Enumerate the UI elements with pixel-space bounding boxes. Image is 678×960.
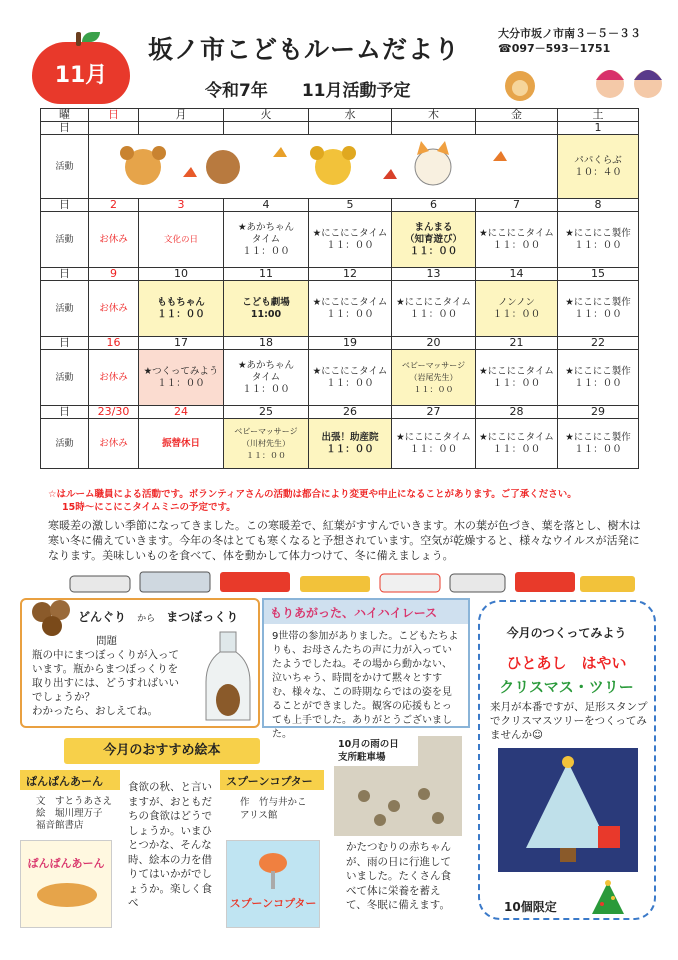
date-cell: 25 [224, 406, 309, 419]
date-cell: 18 [224, 337, 309, 350]
event-cell: まんまる （知育遊び） １１：００ [392, 212, 476, 268]
month-badge: 11月 [32, 42, 130, 104]
date-row [41, 337, 639, 350]
snail-photo [334, 736, 462, 836]
date-cell: 3 [139, 199, 224, 212]
date-cell: 15 [558, 268, 639, 281]
event-cell: ★にこにこタイム １１：００ [309, 281, 392, 337]
date-cell: 28 [476, 406, 558, 419]
animal-illustration-cell [89, 135, 558, 199]
day-label: 日 [41, 337, 89, 350]
header-cell: 金 [476, 109, 558, 122]
date-cell: 2 [89, 199, 139, 212]
header-cell: 木 [392, 109, 476, 122]
event-cell: ★つくってみよう １１：００ [139, 350, 224, 406]
book1-credit: 文 すとうあさえ 絵 堀川理万子 福音館書店 [36, 796, 113, 831]
intro-paragraph: 寒暖差の激しい季節になってきました。この寒暖差で、紅葉がすすんでいきます。木の葉が色づき、葉を落とし、樹木は寒い冬に備えていきます。今年の冬はとても寒くなると予想されています。空気が乾燥すると、様々なウイルスが活発になります。美味しいものを食べて、体を動かして体力つけて、冬に備えましょう。 [48, 519, 641, 562]
craft-title: 今月のつくってみよう [506, 626, 627, 640]
activity-row [41, 419, 639, 469]
header-cell: 日 [89, 109, 139, 122]
page-subtitle: 令和7年 11月活動予定 [205, 81, 411, 101]
book2-credit: 作 竹与井かこ アリス館 [240, 797, 307, 821]
header-cell: 曜 [41, 109, 89, 122]
event-cell: ★あかちゃん タイム １１：００ [224, 212, 309, 268]
spoon-icon [227, 841, 321, 891]
photo-caption: 10月の雨の日 支所駐車場 [334, 736, 418, 766]
date-cell: 22 [558, 337, 639, 350]
quiz-title-mid: から [137, 614, 156, 624]
event-cell: ★にこにこタイム １１：００ [309, 350, 392, 406]
address: 大分市坂ノ市南３－５－３３ [498, 27, 641, 40]
date-cell [392, 122, 476, 135]
event-cell: ★にこにこ製作 １１：００ [558, 281, 639, 337]
header [0, 0, 678, 105]
event-cell: ★にこにこタイム １１：００ [392, 281, 476, 337]
day-label: 日 [41, 199, 89, 212]
event-cell: ★にこにこ製作 １１：００ [558, 212, 639, 268]
bread-icon [21, 871, 113, 911]
header-cell: 土 [558, 109, 639, 122]
date-cell: 16 [89, 337, 139, 350]
quiz-box [20, 598, 260, 728]
date-cell: 5 [309, 199, 392, 212]
note-line-1: ☆はルーム職員による活動です。ボランティアさんの活動は都合により変更や中止になることがあります。ご了承ください。 [48, 489, 577, 500]
vehicle-illustration [60, 566, 640, 596]
day-label: 日 [41, 122, 89, 135]
event-cell: ★にこにこタイム １１：００ [476, 212, 558, 268]
event-cell: ももちゃん １１：００ [139, 281, 224, 337]
event-cell: ★にこにこ製作 １１：００ [558, 419, 639, 469]
weekday-header-row [41, 109, 639, 122]
date-row [41, 406, 639, 419]
date-cell: 19 [309, 337, 392, 350]
date-cell [89, 122, 139, 135]
book2-cover-title: スプーンコプター [229, 897, 317, 910]
activity-label: 活動 [41, 281, 89, 337]
date-cell: 10 [139, 268, 224, 281]
quiz-body: 瓶の中にまつぼっくりが入っています。瓶からまつぼっくりを取り出すには、どうすればいいでしょうか？ わかったら、おしえてね。 [32, 649, 179, 717]
date-cell: 4 [224, 199, 309, 212]
snail-icon [344, 776, 454, 832]
activity-label: 活動 [41, 419, 89, 469]
event-cell: お休み [89, 212, 139, 268]
date-cell: 6 [392, 199, 476, 212]
event-cell: 振替休日 [139, 419, 224, 469]
date-cell [139, 122, 224, 135]
phone: ☎097－593－1751 [498, 42, 611, 55]
date-cell: 24 [139, 406, 224, 419]
activity-row [41, 281, 639, 337]
header-cell: 水 [309, 109, 392, 122]
quiz-title-a: どんぐり [78, 610, 127, 624]
activity-label: 活動 [41, 212, 89, 268]
date-cell: 26 [309, 406, 392, 419]
event-cell: お休み [89, 281, 139, 337]
date-cell: 14 [476, 268, 558, 281]
event-cell: ベビーマッサージ （岩尾先生） １１：００ [392, 350, 476, 406]
bottle-icon [202, 630, 254, 726]
race-box [262, 598, 470, 740]
note-line-2: 15時～にこにこタイムミニの予定です。 [62, 502, 236, 513]
tree-icon [588, 880, 628, 920]
date-cell: 9 [89, 268, 139, 281]
event-cell: パパくらぶ １０：４０ [558, 135, 639, 199]
date-cell: 1 [558, 122, 639, 135]
event-cell: ★にこにこタイム １１：００ [476, 350, 558, 406]
date-cell: 8 [558, 199, 639, 212]
acorn-icon [28, 598, 76, 638]
date-cell: 20 [392, 337, 476, 350]
contact-info [498, 26, 641, 56]
day-label: 日 [41, 406, 89, 419]
event-cell: ★にこにこ製作 １１：００ [558, 350, 639, 406]
date-cell: 29 [558, 406, 639, 419]
activity-calendar [40, 108, 639, 469]
mascot-illustration [490, 62, 670, 104]
event-cell: 出張！助産院 １１：００ [309, 419, 392, 469]
notes [48, 488, 577, 514]
date-cell: 11 [224, 268, 309, 281]
book1-title: ぱんぱんあーん [20, 770, 120, 790]
quiz-title-b: まつぼっくり [166, 610, 239, 624]
event-cell: お休み [89, 350, 139, 406]
header-cell: 月 [139, 109, 224, 122]
book1-cover [20, 840, 112, 928]
activity-label: 活動 [41, 350, 89, 406]
date-cell: 13 [392, 268, 476, 281]
quiz-title [78, 606, 238, 625]
event-cell: こども劇場 11:00 [224, 281, 309, 337]
date-cell: 7 [476, 199, 558, 212]
activity-row [41, 350, 639, 406]
event-cell: ★にこにこタイム １１：００ [309, 212, 392, 268]
event-cell: ★にこにこタイム １１：００ [476, 419, 558, 469]
craft-name-1: ひとあし はやい [506, 654, 627, 672]
event-cell: ノンノン １１：００ [476, 281, 558, 337]
date-row [41, 199, 639, 212]
date-cell: 23/30 [89, 406, 139, 419]
date-row [41, 268, 639, 281]
activity-row [41, 212, 639, 268]
date-row [41, 122, 639, 135]
date-cell [309, 122, 392, 135]
craft-box [478, 600, 656, 920]
event-cell: ★あかちゃん タイム １１：００ [224, 350, 309, 406]
date-cell [224, 122, 309, 135]
book-recommendation-text: 食欲の秋、と言いますが、おともだちの食欲はどうでしょうか。いまひとつかな、そんな時、絵本の力を借りてはいかがでしょうか。楽しく食べ [128, 781, 212, 909]
day-label: 日 [41, 268, 89, 281]
race-title: もりあがった、ハイハイレース [264, 600, 468, 624]
date-cell: 17 [139, 337, 224, 350]
page-title: 坂ノ市こどもルームだより [148, 35, 461, 64]
christmas-tree-photo [498, 748, 638, 872]
book1-cover-title: ぱんぱんあーん [27, 857, 105, 870]
books-section-title: 今月のおすすめ絵本 [64, 738, 260, 764]
event-cell: お休み [89, 419, 139, 469]
date-cell: 12 [309, 268, 392, 281]
event-cell: ★にこにこタイム １１：００ [392, 419, 476, 469]
date-cell: 21 [476, 337, 558, 350]
book2-title: スプーンコプター [220, 770, 324, 790]
snail-text: かたつむりの赤ちゃんが、雨の日に行進していました。たくさん食べて体に栄養を蓄えて、冬眠に備えます。 [346, 841, 451, 911]
craft-name-2: クリスマス・ツリー [499, 678, 634, 696]
date-cell: 27 [392, 406, 476, 419]
activity-row [41, 135, 639, 199]
quiz-heading: 問題 [96, 635, 117, 647]
date-cell [476, 122, 558, 135]
craft-body: 来月が本番ですが、足形スタンプでクリスマスツリーをつくってみませんか☺ [490, 701, 648, 741]
book2-cover [226, 840, 320, 928]
event-cell: 文化の日 [139, 212, 224, 268]
animal-illustration [103, 137, 543, 193]
craft-limit: 10個限定 [504, 900, 557, 914]
header-cell: 火 [224, 109, 309, 122]
event-cell: ベビーマッサージ （川村先生） １１：００ [224, 419, 309, 469]
activity-label: 活動 [41, 135, 89, 199]
race-body: 9世帯の参加がありました。こどもたちよりも、お母さんたちの声に力が入っていたようでしたね。その場から動かない、泣いちゃう、時間をかけて黙々とすすむ、様々な、この時期ならではの姿を見ることができました。観客の応援もとっても上手でした。ありがとうございました。 [272, 631, 459, 740]
